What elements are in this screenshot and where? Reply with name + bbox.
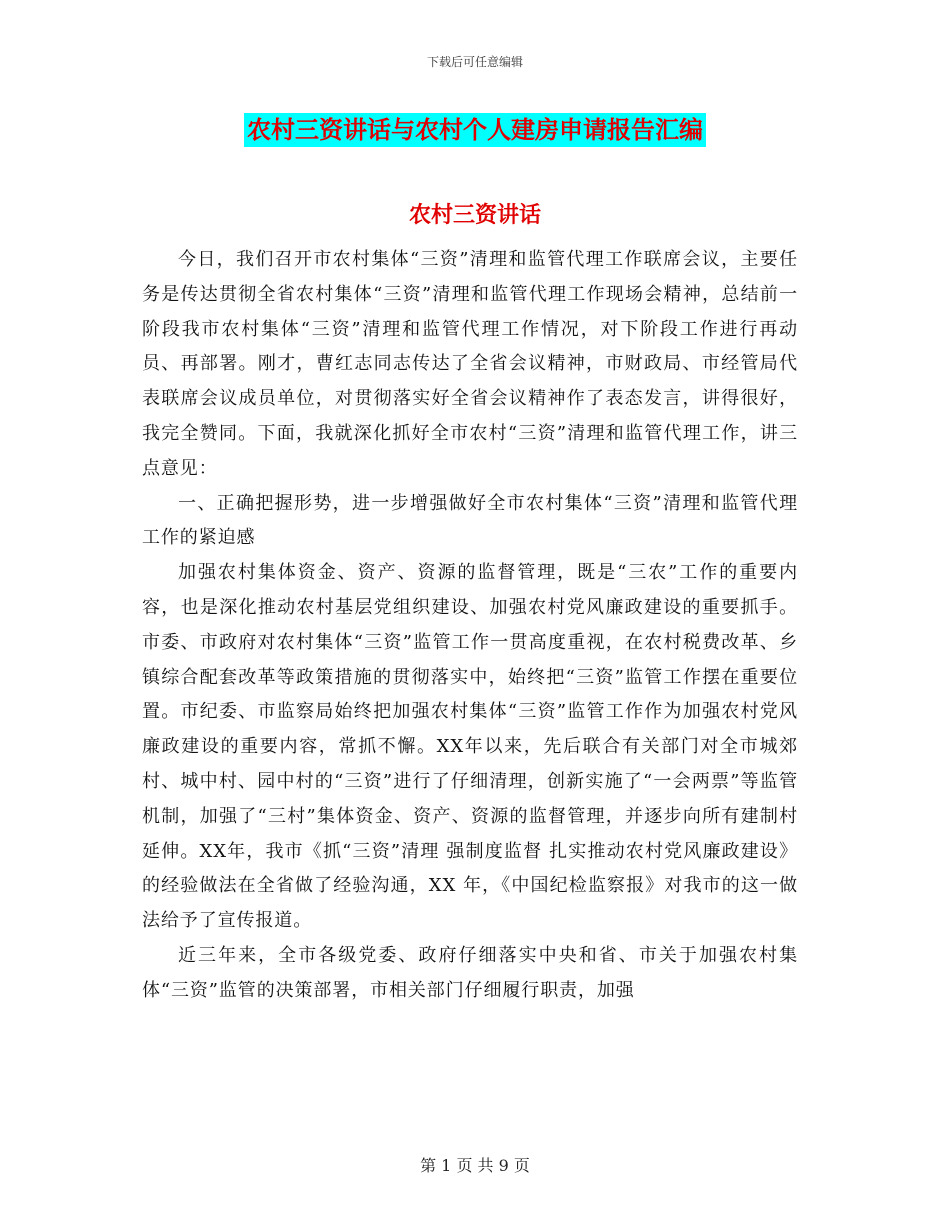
document-title: 农村三资讲话与农村个人建房申请报告汇编 [244,113,706,147]
paragraph-body-two: 近三年来，全市各级党委、政府仔细落实中央和省、市关于加强农村集体“三资”监管的决策部署，市相关部门仔细履行职责，加强 [142,944,798,1001]
section-title: 农村三资讲话 [408,203,541,228]
paragraph-body-one: 加强农村集体资金、资产、资源的监督管理，既是“三农”工作的重要内容，也是深化推动农村基层党组织建设、加强农村党风廉政建设的重要抓手。市委、市政府对农村集体“三资”监管工作一贯高度重视，在农村税费改革、乡镇综合配套改革等政策措施的贯彻落实中，始终把“三资”监管工作摆在重要位置。市纪委、市监察局始终把加强农村集体“三资”监管工作作为加强农村党风廉政建设的重要内容，常抓不懈。XX年以来，先后联合有关部门对全市城郊村、城中村、园中村的“三资”进行了仔细清理，创新实施了“一会两票”等监管机制，加强了“三村”集体资金、资产、资源的监督管理，并逐步向所有建制村延伸。XX年，我市《抓“三资”清理 强制度监督 扎实推动农村党风廉政建设》的经验做法在全省做了经验沟通，XX 年，《中国纪检监察报》对我市的这一做法给予了宣传报道。 [142,562,798,932]
document-title-wrap [0,113,950,147]
body-text [142,243,798,1009]
page-number: 第 1 页 共 9 页 [420,1156,530,1175]
paragraph-heading-one: 一、正确把握形势，进一步增强做好全市农村集体“三资”清理和监管代理工作的紧迫感 [142,492,798,549]
paragraph-intro: 今日，我们召开市农村集体“三资”清理和监管代理工作联席会议，主要任务是传达贯彻全省农村集体“三资”清理和监管代理工作现场会精神，总结前一阶段我市农村集体“三资”清理和监管代理工作情况，对下阶段工作进行再动员、再部署。刚才，曹红志同志传达了全省会议精神，市财政局、市经管局代表联席会议成员单位，对贯彻落实好全省会议精神作了表态发言，讲得很好，我完全赞同。下面，我就深化抓好全市农村“三资”清理和监管代理工作，讲三点意见： [142,249,798,479]
page-header-note: 下载后可任意编辑 [426,55,523,69]
